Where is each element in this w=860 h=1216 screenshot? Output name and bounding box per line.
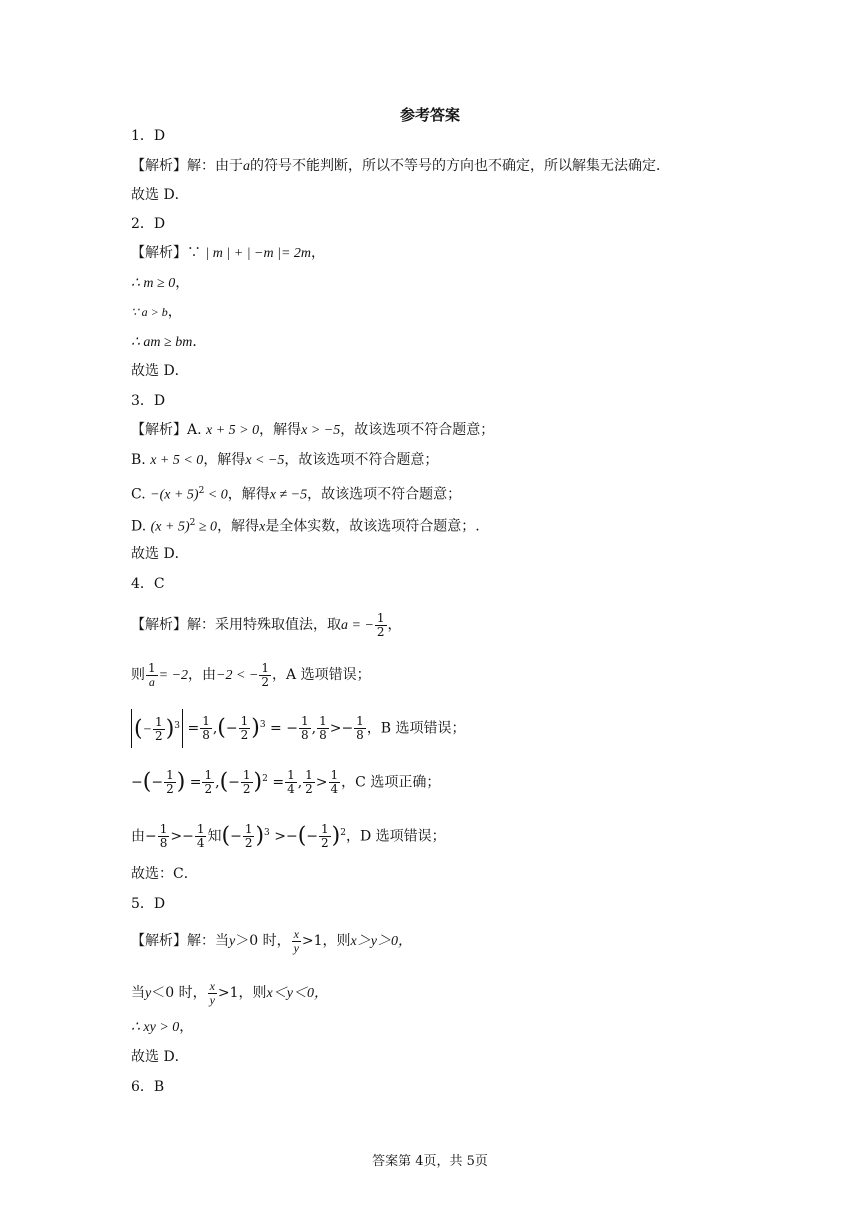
q3-option-d: D. $(x + 5)^2 \ge 0$，解得x是全体实数，故该选项符合题意；. — [131, 518, 480, 535]
q5-line2: 当y＜0 时， $\frac{x}{y}$ >1，则x＜y＜0， — [131, 978, 328, 1007]
q4-line5: 由− $\frac{1}{8}$ >− $\frac{1}{4}$ 知(− $\frac{1}{2}$ )$^3$ >−(− $\frac{1}{2}$ )$^2$，D 选项错误； — [131, 822, 446, 851]
q1-choice: 故选 D． — [131, 187, 189, 203]
q5-choice: 故选 D． — [131, 1049, 189, 1065]
q3-option-b: B. x + 5 < 0，解得x < −5，故该选项不符合题意； — [131, 452, 439, 468]
q5-line3: ∴ xy > 0， — [131, 1019, 194, 1035]
q2-choice: 故选 D． — [131, 363, 189, 379]
q1-head: 1．D — [131, 128, 166, 144]
q1-analysis: 【解析】解：由于a的符号不能判断，所以不等号的方向也不确定，所以解集无法确定． — [131, 158, 670, 174]
q5-line1: 【解析】解：当y＞0 时， $\frac{x}{y}$ >1，则x＞y＞0， — [131, 926, 412, 955]
q2-line3: ∵ a > b， — [131, 304, 182, 320]
q4-head: 4．C — [131, 576, 165, 592]
q2-line2: ∴ m ≥ 0， — [131, 275, 190, 291]
q4-choice: 故选：C． — [131, 866, 198, 882]
q6-head: 6．B — [131, 1079, 165, 1095]
q3-option-c: C. $-(x + 5)^2 < 0$，解得x ≠ −5，故该选项不符合题意； — [131, 486, 462, 503]
q4-line2: 则 $\frac{1}{a}$ = −2，由−2 < − $\frac{1}{2}$ ，A 选项错误； — [131, 660, 371, 689]
fraction: $\frac{1}{2}$ — [376, 610, 385, 639]
q3-head: 3．D — [131, 393, 166, 409]
q3-choice: 故选 D． — [131, 546, 189, 562]
q4-line3: (− $\frac{1}{2}$ )$^3$ = $\frac{1}{8}$ ,(− $\frac{1}{2}$ )$^3$ = − $\frac{1}{8}$ , $\frac{1}{8}$ >− $\frac{1}{8}$ ，B 选项错误； — [131, 708, 466, 748]
q2-head: 2．D — [131, 216, 166, 232]
q3-option-a: 【解析】A. x + 5 > 0，解得x > −5，故该选项不符合题意； — [131, 422, 495, 438]
q2-line1: 【解析】∵ | m | + | −m |= 2m， — [131, 245, 326, 261]
q4-line1: 【解析】解：采用特殊取值法，取a = − $\frac{1}{2}$ ， — [131, 610, 402, 639]
page-footer: 答案第 4页，共 5页 — [372, 1154, 488, 1169]
q4-line4: −(− $\frac{1}{2}$ ) = $\frac{1}{2}$ ,(− $\frac{1}{2}$ )$^2$ = $\frac{1}{4}$ , $\frac{1}{2}$ > $\frac{1}{4}$ ，C 选项正确； — [131, 768, 441, 797]
q2-line4: ∴ am ≥ bm． — [131, 334, 207, 350]
q5-head: 5．D — [131, 896, 166, 912]
page-title: 参考答案 — [399, 106, 460, 124]
